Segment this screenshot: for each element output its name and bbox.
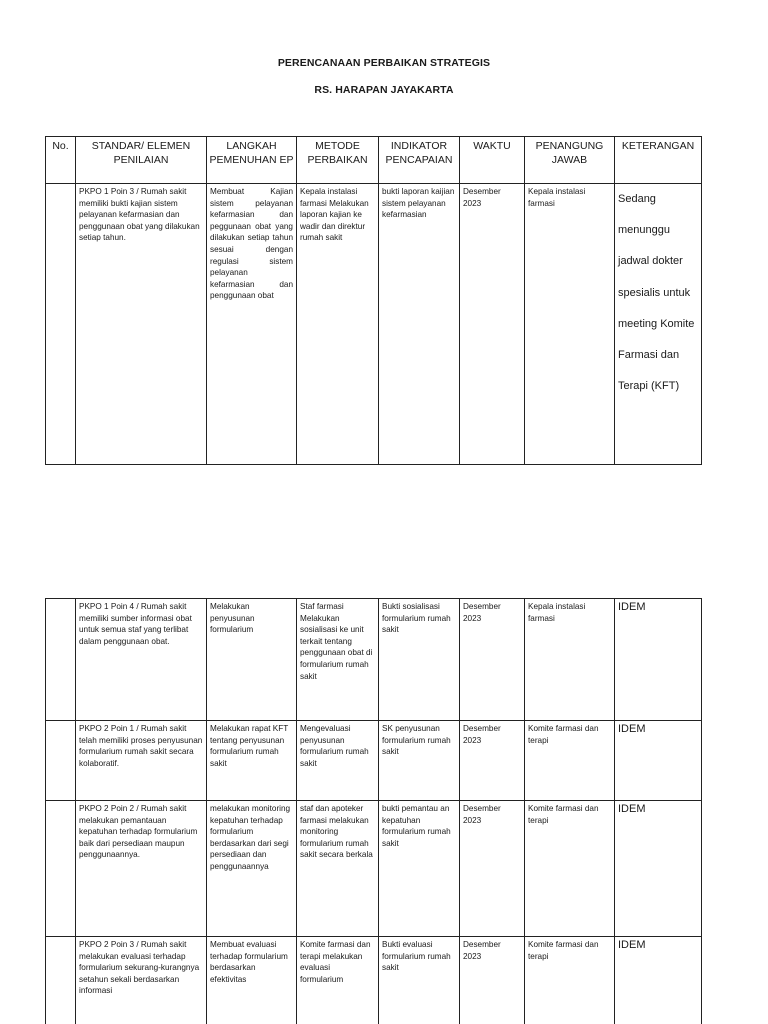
- cell-metode: Kepala instalasi farmasi Melakukan laporan kajian ke wadir dan direktur rumah sakit: [297, 184, 379, 465]
- cell-waktu: Desember 2023: [460, 184, 525, 465]
- col-header-indikator: INDIKATOR PENCAPAIAN: [379, 137, 460, 184]
- cell-pj: Kepala instalasi farmasi: [525, 184, 615, 465]
- cell-indikator: bukti pemantau an kepatuhan formularium rumah sakit: [379, 801, 460, 937]
- cell-langkah: Membuat evaluasi terhadap formularium berdasarkan efektivitas: [207, 937, 297, 1024]
- col-header-no: No.: [46, 137, 76, 184]
- document-subtitle: RS. HARAPAN JAYAKARTA: [314, 84, 454, 96]
- strategic-plan-table-continued: [45, 598, 702, 1024]
- cell-standar: PKPO 2 Poin 2 / Rumah sakit melakukan pemantauan kepatuhan terhadap formularium baik dari persediaan maupun penggunaannya.: [76, 801, 207, 937]
- col-header-pj: PENANGUNG JAWAB: [525, 137, 615, 184]
- cell-indikator: SK penyusunan formularium rumah sakit: [379, 721, 460, 801]
- cell-pj: Kepala instalasi farmasi: [525, 599, 615, 721]
- cell-metode: staf dan apoteker farmasi melakukan monitoring formularium rumah sakit secara berkala: [297, 801, 379, 937]
- cell-waktu: Desember 2023: [460, 721, 525, 801]
- cell-standar: PKPO 1 Poin 3 / Rumah sakit memiliki bukti kajian sistem pelayanan kefarmasian dan penggunaan obat yang dilakukan setiap tahun.: [76, 184, 207, 465]
- cell-langkah: Membuat Kajian sistem pelayanan kefarmasian dan peggunaan obat yang dilakukan setiap tahun sesuai dengan regulasi sistem pelayanan kefarmasian dan penggunaan obat: [207, 184, 297, 465]
- cell-no: [46, 599, 76, 721]
- cell-metode: Komite farmasi dan terapi melakukan evaluasi formularium: [297, 937, 379, 1024]
- table-continuation-wrapper: [45, 598, 705, 1024]
- col-header-standar: STANDAR/ ELEMEN PENILAIAN: [76, 137, 207, 184]
- document-title: PERENCANAAN PERBAIKAN STRATEGIS: [277, 57, 491, 69]
- cell-metode: Staf farmasi Melakukan sosialisasi ke unit terkait tentang penggunaan obat di formularium rumah sakit: [297, 599, 379, 721]
- cell-waktu: Desember 2023: [460, 937, 525, 1024]
- table-row: [46, 599, 702, 721]
- cell-indikator: Bukti evaluasi formularium rumah sakit: [379, 937, 460, 1024]
- table-row: [46, 721, 702, 801]
- cell-no: [46, 937, 76, 1024]
- cell-keterangan: IDEM: [615, 599, 702, 721]
- col-header-keterangan: KETERANGAN: [615, 137, 702, 184]
- col-header-waktu: WAKTU: [460, 137, 525, 184]
- cell-standar: PKPO 2 Poin 3 / Rumah sakit melakukan evaluasi terhadap formularium sekurang-kurangnya setahun sekali berdasarkan informasi: [76, 937, 207, 1024]
- cell-keterangan: IDEM: [615, 937, 702, 1024]
- col-header-langkah: LANGKAH PEMENUHAN EP: [207, 137, 297, 184]
- cell-keterangan: IDEM: [615, 801, 702, 937]
- cell-metode: Mengevaluasi penyusunan formularium rumah sakit: [297, 721, 379, 801]
- cell-pj: Komite farmasi dan terapi: [525, 937, 615, 1024]
- cell-no: [46, 801, 76, 937]
- cell-waktu: Desember 2023: [460, 599, 525, 721]
- cell-keterangan: IDEM: [615, 721, 702, 801]
- col-header-metode: METODE PERBAIKAN: [297, 137, 379, 184]
- table-row: [46, 937, 702, 1024]
- table-row: [46, 184, 702, 465]
- cell-langkah: Melakukan rapat KFT tentang penyusunan formularium rumah sakit: [207, 721, 297, 801]
- table-row: [46, 801, 702, 937]
- cell-indikator: Bukti sosialisasi formularium rumah sakit: [379, 599, 460, 721]
- cell-standar: PKPO 1 Poin 4 / Rumah sakit memiliki sumber informasi obat untuk semua staf yang terlibat dalam penggunaan obat.: [76, 599, 207, 721]
- cell-standar: PKPO 2 Poin 1 / Rumah sakit telah memiliki proses penyusunan formularium rumah sakit secara kolaboratif.: [76, 721, 207, 801]
- cell-waktu: Desember 2023: [460, 801, 525, 937]
- cell-keterangan: Sedang menunggu jadwal dokter spesialis untuk meeting Komite Farmasi dan Terapi (KFT): [615, 184, 702, 465]
- cell-pj: Komite farmasi dan terapi: [525, 721, 615, 801]
- table-header-row: [46, 137, 702, 184]
- cell-indikator: bukti laporan kaijian sistem pelayanan kefarmasian: [379, 184, 460, 465]
- strategic-plan-table: [45, 136, 702, 465]
- cell-langkah: melakukan monitoring kepatuhan terhadap formularium berdasarkan dari segi persediaan dan penggunaannya: [207, 801, 297, 937]
- cell-langkah: Melakukan penyusunan formularium: [207, 599, 297, 721]
- cell-pj: Komite farmasi dan terapi: [525, 801, 615, 937]
- cell-no: [46, 184, 76, 465]
- cell-no: [46, 721, 76, 801]
